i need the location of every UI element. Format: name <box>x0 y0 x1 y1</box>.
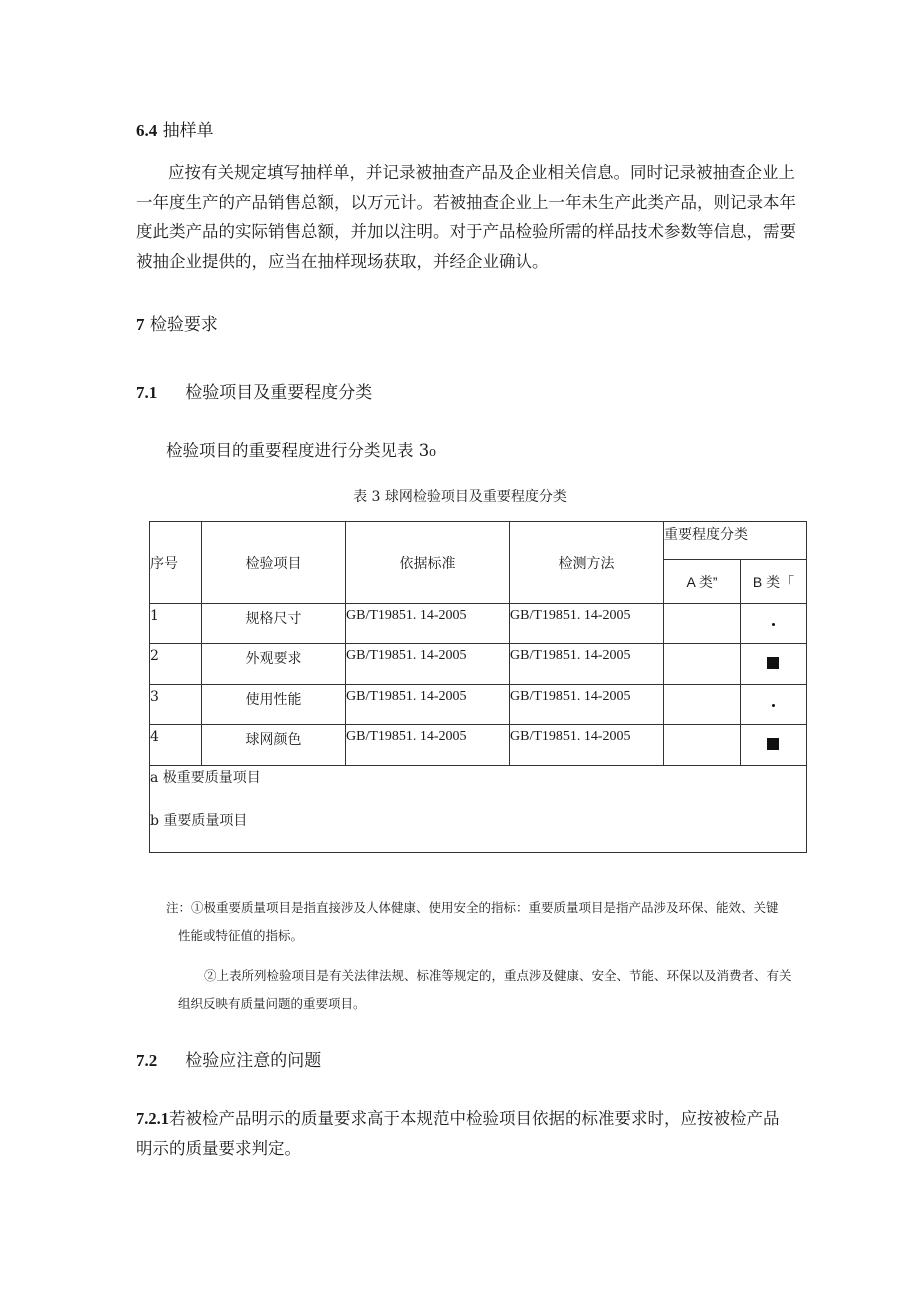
row-seq: 1 <box>150 604 202 644</box>
paragraph-line: 一年度生产的产品销售总额，以万元计。若被抽查企业上一年未生产此类产品，则记录本年 <box>136 192 796 212</box>
square-marker <box>767 657 779 669</box>
row-method: GB/T19851. 14-2005 <box>510 685 664 725</box>
row-item: 外观要求 <box>202 644 346 685</box>
paragraph-line: 应按有关规定填写抽样单，并记录被抽查产品及企业相关信息。同时记录被抽查企业上 <box>168 163 795 182</box>
table-row <box>150 725 807 766</box>
row-item: 球网颜色 <box>202 725 346 766</box>
heading-7: 7 检验要求 <box>136 315 218 335</box>
table-caption: 表 3 球网检验项目及重要程度分类 <box>353 489 567 505</box>
heading-6-4: 6.4 抽样单 <box>136 121 214 141</box>
table-footnote-a: a 极重要质量项目 <box>150 770 261 786</box>
header-standard-cell <box>346 522 510 604</box>
row-seq: 4 <box>150 725 202 766</box>
header-item-cell <box>202 522 346 604</box>
row-standard: GB/T19851. 14-2005 <box>346 644 510 685</box>
note-1-line-2: 性能或特征值的指标。 <box>178 928 304 943</box>
heading-7-2: 7.2 检验应注意的问题 <box>136 1051 322 1071</box>
note-2-line-1: ②上表所列检验项目是有关法律法规、标准等规定的，重点涉及健康、安全、节能、环保以及消费者、有关 <box>204 968 792 983</box>
text-7-1: 检验项目的重要程度进行分类见表 3₀ <box>166 441 436 460</box>
row-method: GB/T19851. 14-2005 <box>510 644 664 685</box>
header-importance: 重要程度分类 <box>664 527 748 543</box>
table-row <box>150 685 807 725</box>
paragraph-line: 度此类产品的实际销售总额，并加以注明。对于产品检验所需的样品技术参数等信息，需要 <box>136 222 796 241</box>
row-class-a <box>664 685 741 725</box>
row-method: GB/T19851. 14-2005 <box>510 725 664 766</box>
table-row <box>150 604 807 644</box>
row-class-b <box>741 644 807 685</box>
row-method: GB/T19851. 14-2005 <box>510 604 664 644</box>
row-class-a <box>664 725 741 766</box>
paragraph-line: 7.2.1若被检产品明示的质量要求高于本规范中检验项目依据的标准要求时，应按被检产品 <box>136 1109 780 1128</box>
row-seq: 2 <box>150 644 202 685</box>
row-class-b <box>741 604 807 644</box>
header-importance-cell <box>664 522 807 560</box>
header-class-b-cell <box>741 560 807 604</box>
square-marker <box>767 738 779 750</box>
note-2-line-2: 组织反映有质量问题的重要项目。 <box>178 996 366 1011</box>
table-footnote-cell <box>150 766 807 853</box>
header-seq-cell <box>150 522 202 604</box>
inspection-table <box>149 521 807 853</box>
paragraph-7-2-1 <box>136 1104 836 1163</box>
header-method-cell <box>510 522 664 604</box>
paragraph-line: 明示的质量要求判定。 <box>136 1138 301 1158</box>
dot-marker <box>772 623 775 626</box>
header-standard: 依据标准 <box>399 555 456 572</box>
row-standard: GB/T19851. 14-2005 <box>346 725 510 766</box>
note-1-line-1: 注：①极重要质量项目是指直接涉及人体健康、使用安全的指标：重要质量项目是指产品涉及环保、能效、关键 <box>166 900 779 915</box>
row-seq: 3 <box>150 685 202 725</box>
header-method: 检测方法 <box>558 555 615 572</box>
heading-7-1: 7.1 检验项目及重要程度分类 <box>136 383 373 403</box>
dot-marker <box>772 704 775 707</box>
header-item: 检验项目 <box>245 555 302 572</box>
row-class-a <box>664 604 741 644</box>
table-footnote-b: b 重要质量项目 <box>150 813 248 829</box>
row-class-a <box>664 644 741 685</box>
header-class-b: B 类「 <box>752 573 795 590</box>
table-row <box>150 644 807 685</box>
header-class-a-cell <box>664 560 741 604</box>
row-class-b <box>741 685 807 725</box>
row-class-b <box>741 725 807 766</box>
header-seq: 序号 <box>150 555 178 572</box>
paragraph-line: 被抽企业提供的，应当在抽样现场获取，并经企业确认。 <box>136 251 549 271</box>
row-standard: GB/T19851. 14-2005 <box>346 685 510 725</box>
row-item: 规格尺寸 <box>202 604 346 644</box>
paragraph-6-4 <box>136 158 826 276</box>
header-class-a: A 类” <box>686 573 718 590</box>
row-standard: GB/T19851. 14-2005 <box>346 604 510 644</box>
row-item: 使用性能 <box>202 685 346 725</box>
